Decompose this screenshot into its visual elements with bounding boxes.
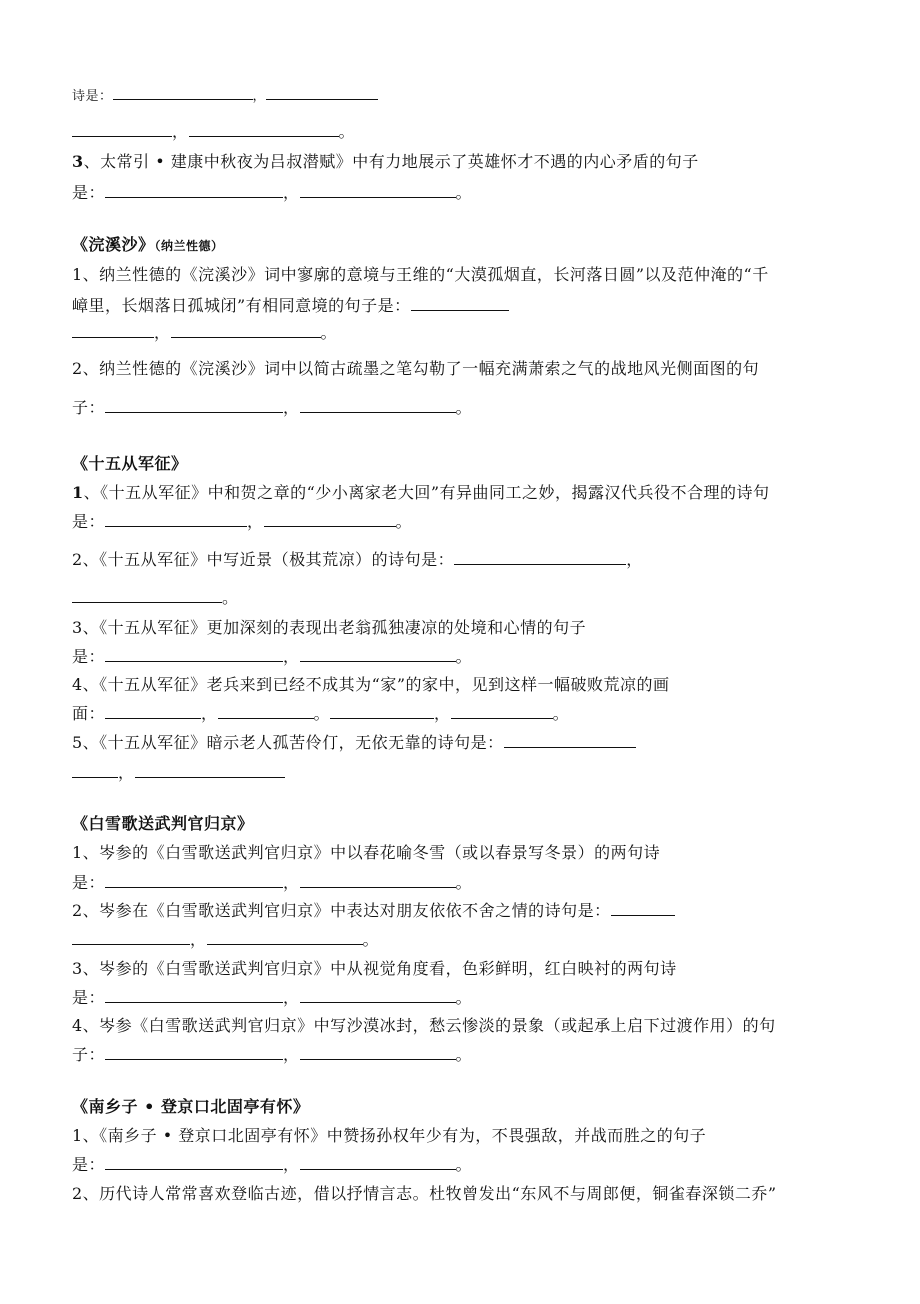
comma: ， [118,763,135,782]
comma: ， [252,89,267,104]
shiwu-q4-text [72,673,860,697]
answer-lead: 子： [72,398,106,417]
baixuege-q2-text [72,899,860,923]
baixuege-q3-text [72,957,860,981]
shiwu-q5-text [72,731,860,755]
period: 。 [455,398,473,417]
section-title: 《白雪歌送武判官归京》 [72,814,254,833]
period: 。 [455,1045,473,1064]
nanxiangzi-q1-answer [72,1153,860,1177]
shiwu-q3-text [72,616,860,640]
period: 。 [455,988,473,1007]
comma: ， [283,183,300,202]
answer-blank[interactable] [105,397,283,413]
answer-blank[interactable] [72,762,118,778]
answer-blank[interactable] [105,703,201,719]
question-text: 5、《十五从军征》暗示老人孤苦伶仃，无依无靠的诗句是： [72,733,504,752]
shiwu-q4-answer [72,702,860,726]
answer-blank[interactable] [300,872,456,888]
question-number: 3 [72,152,84,171]
top-answer-line-1 [72,84,860,109]
answer-lead: 是： [72,512,106,531]
comma: ， [247,512,264,531]
period: 。 [395,512,413,531]
answer-lead: 是： [72,183,106,202]
answer-lead: 是： [72,1155,106,1174]
answer-lead: 是： [72,988,106,1007]
answer-blank[interactable] [454,549,626,565]
question-text: 3、《十五从军征》更加深刻的表现出老翁孤独凄凉的处境和心情的句子 [72,618,587,637]
section-title-baixuege [72,812,860,836]
huanxisha-q1-line-2 [72,294,860,318]
baixuege-q1-text [72,841,860,865]
shiwu-q2-text [72,548,860,572]
period: 。 [455,1155,473,1174]
question-3-text [72,150,860,174]
answer-blank[interactable] [504,732,636,748]
huanxisha-q1-line-1 [72,263,860,287]
question-text: 2、纳兰性德的《浣溪沙》词中以简古疏墨之笔勾勒了一幅充满萧索之气的战地风光侧面图的句 [72,359,760,378]
question-text: 2、历代诗人常常喜欢登临古迹，借以抒情言志。杜牧曾发出“东风不与周郎便，铜雀春深锁二乔” [72,1184,777,1203]
nanxiangzi-q2-text [72,1182,860,1206]
comma: ， [434,704,451,723]
comma: ， [283,1155,300,1174]
answer-lead: 是： [72,873,106,892]
answer-blank[interactable] [611,900,675,916]
answer-blank[interactable] [207,929,363,945]
question-text: 2、《十五从军征》中写近景（极其荒凉）的诗句是： [72,550,455,569]
question-text: 2、岑参在《白雪歌送武判官归京》中表达对朋友依依不舍之情的诗句是： [72,901,611,920]
answer-blank[interactable] [300,646,456,662]
nanxiangzi-q1-text [72,1124,860,1148]
answer-lead: 是： [72,647,106,666]
period: 。 [455,183,473,202]
section-title-shiwu [72,452,860,476]
question-text: 1、纳兰性德的《浣溪沙》词中寥廓的意境与王维的“大漠孤烟直，长河落日圆”以及范仲淹的“千 [72,265,769,284]
question-text: 3、岑参的《白雪歌送武判官归京》中从视觉角度看，色彩鲜明，红白映衬的两句诗 [72,959,677,978]
comma: ， [283,398,300,417]
huanxisha-q2-text [72,357,860,381]
answer-blank[interactable] [330,703,434,719]
period: 。 [338,122,356,141]
answer-blank[interactable] [105,511,247,527]
answer-blank[interactable] [411,295,509,311]
comma: ， [283,873,300,892]
question-text: 4、岑参《白雪歌送武判官归京》中写沙漠冰封，愁云惨淡的景象（或起承上启下过渡作用）的句 [72,1016,776,1035]
answer-blank[interactable] [264,511,396,527]
section-title: 《浣溪沙》 [72,235,155,254]
answer-blank[interactable] [72,322,154,338]
answer-blank[interactable] [105,1044,283,1060]
period: 。 [313,704,331,723]
period: 。 [552,704,570,723]
answer-blank[interactable] [105,1154,283,1170]
question-text: 、《十五从军征》中和贺之章的“少小离家老大回”有异曲同工之妙，揭露汉代兵役不合理的诗句 [83,483,770,502]
question-text: 1、岑参的《白雪歌送武判官归京》中以春花喻冬雪（或以春景写冬景）的两句诗 [72,843,661,862]
shiwu-q1-answer [72,510,860,534]
answer-blank[interactable] [105,646,283,662]
answer-blank[interactable] [218,703,314,719]
comma: ， [201,704,218,723]
answer-blank[interactable] [171,322,321,338]
answer-blank[interactable] [113,84,253,100]
question-text: 4、《十五从军征》老兵来到已经不成其为“家”的家中，见到这样一幅破败荒凉的画 [72,675,670,694]
answer-blank[interactable] [300,987,456,1003]
question-text: 、太常引 • 建康中秋夜为吕叔潜赋》中有力地展示了英雄怀才不遇的内心矛盾的句子 [83,152,699,171]
question-3-answer [72,181,860,205]
period: 。 [362,930,380,949]
answer-lead: 诗是： [72,89,113,104]
question-text: 嶂里，长烟落日孤城闭”有相同意境的句子是： [72,296,411,315]
answer-blank[interactable] [451,703,553,719]
baixuege-q1-answer [72,871,860,895]
baixuege-q4-answer [72,1043,860,1067]
huanxisha-q2-answer [72,396,860,420]
answer-blank[interactable] [105,987,283,1003]
comma: ， [154,323,171,342]
answer-blank[interactable] [300,182,456,198]
answer-lead: 子： [72,1045,106,1064]
comma: ， [172,122,189,141]
answer-blank[interactable] [72,587,222,603]
answer-blank[interactable] [300,1154,456,1170]
answer-blank[interactable] [300,397,456,413]
comma: ， [283,647,300,666]
answer-blank[interactable] [300,1044,456,1060]
comma: ， [283,1045,300,1064]
answer-blank[interactable] [105,872,283,888]
shiwu-q1-text [72,481,860,505]
answer-blank[interactable] [135,762,285,778]
section-title-nanxiangzi [72,1095,860,1119]
baixuege-q3-answer [72,986,860,1010]
comma: ， [190,930,207,949]
period: 。 [455,647,473,666]
answer-blank[interactable] [266,84,378,100]
shiwu-q3-answer [72,645,860,669]
answer-lead: 面： [72,704,106,723]
top-answer-line-2 [72,120,860,144]
period: 。 [222,588,239,607]
period: 。 [455,873,473,892]
section-title: 《十五从军征》 [72,454,188,473]
huanxisha-q1-answer [72,321,860,345]
baixuege-q2-answer [72,928,860,952]
answer-blank[interactable] [189,121,339,137]
comma: ， [626,550,643,569]
shiwu-q5-answer [72,761,860,785]
comma: ， [283,988,300,1007]
baixuege-q4-text [72,1014,860,1038]
question-number: 1 [72,483,84,502]
section-title: 《南乡子 • 登京口北固亭有怀》 [72,1097,310,1116]
question-text: 1、《南乡子 • 登京口北固亭有怀》中赞扬孙权年少有为，不畏强敌，并战而胜之的句子 [72,1126,707,1145]
answer-blank[interactable] [72,121,172,137]
period: 。 [320,323,338,342]
shiwu-q2-answer [72,586,860,610]
answer-blank[interactable] [105,182,283,198]
section-subtitle: （纳兰性德） [154,239,224,253]
answer-blank[interactable] [72,929,190,945]
section-title-huanxisha [72,233,860,258]
